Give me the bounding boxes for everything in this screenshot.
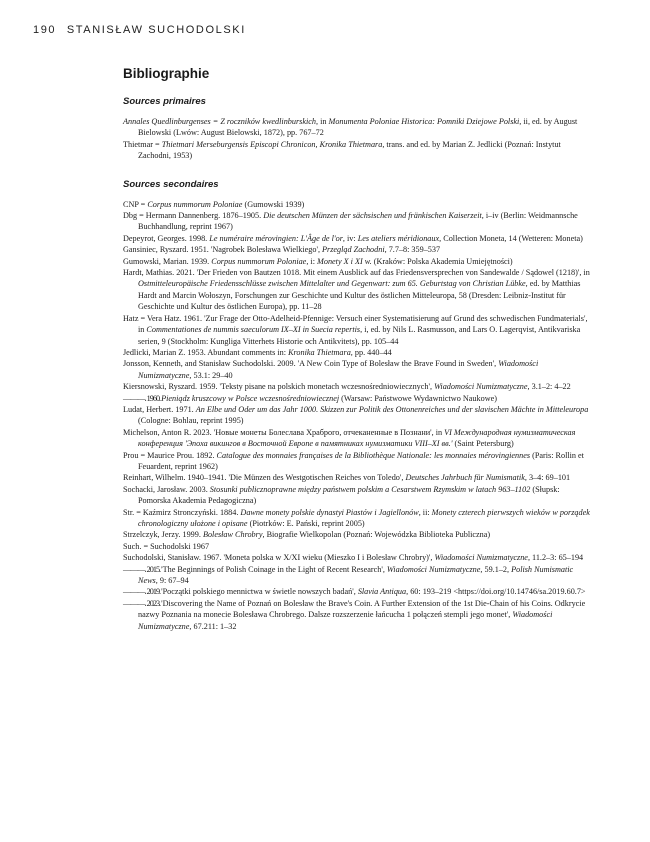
entry-text-segment: Depeyrot, Georges. 1998. bbox=[123, 233, 210, 243]
entry-title-segment: Ostmitteleuropäische Friedensschlüsse zwischen Mittelalter und Gegenwart: zum 65. Geburtstag von Christian Lübke bbox=[138, 279, 526, 289]
entry-text-segment: Thietmar = bbox=[123, 139, 162, 149]
page-number: 190 bbox=[33, 24, 57, 36]
section-heading-primary-sources: Sources primaires bbox=[123, 96, 206, 107]
bibliography-entry bbox=[123, 199, 591, 210]
entry-title-segment: VI Международная нумизматическая конференция 'Эпоха викингов в Восточной Европе в памятниках нумизматики VIII–XI вв.' bbox=[138, 427, 576, 449]
bibliography-entry bbox=[123, 472, 591, 483]
bibliography-entry bbox=[123, 586, 591, 597]
entry-text-segment: , i–iv (Berlin: Weidmannsche Buchhandlung, reprint 1967) bbox=[138, 211, 578, 232]
entry-text-segment: Sochacki, Jarosław. 2003. bbox=[123, 484, 210, 494]
entry-title-segment: Commentationes de nummis saeculorum IX–XI in Suecia repertis bbox=[146, 325, 361, 335]
entry-text-segment: , iv: bbox=[342, 233, 358, 243]
entry-text-segment: Such. = Suchodolski 1967 bbox=[123, 541, 210, 551]
entry-text-segment: , i: bbox=[306, 256, 318, 266]
bibliography-entry bbox=[123, 139, 591, 162]
entry-text-segment: ———. 2019. bbox=[123, 587, 162, 597]
bibliography-entry bbox=[123, 564, 591, 587]
entry-title-segment: Bolesław Chrobry bbox=[202, 530, 263, 540]
entry-text-segment: , pp. 440–44 bbox=[350, 347, 392, 357]
entry-text-segment: (Gumowski 1939) bbox=[242, 199, 305, 209]
entry-title-segment: Pieniądz kruszcowy w Polsce wczesnośredniowiecznej bbox=[161, 393, 340, 403]
bibliography-entry bbox=[123, 529, 591, 540]
bibliography-content bbox=[123, 66, 591, 632]
entry-title-segment: Wiadomości Numizmatyczne bbox=[434, 382, 528, 392]
entry-text-segment: Reinhart, Wilhelm. 1940–1941. 'Die Münzen des Westgotischen Reiches von Toledo', bbox=[123, 473, 406, 483]
entry-text-segment: 'The Beginnings of Polish Coinage in the Light of Recent Research', bbox=[161, 564, 387, 574]
entry-text-segment: Hatz = Vera Hatz. 1961. 'Zur Frage der Otto-Adelheid-Pfennige: Versuch einer Systematisierung auf Grund des schwedischen Fundmaterials', in bbox=[123, 313, 588, 335]
entry-text-segment: (Warsaw: Państwowe Wydawnictwo Naukowe) bbox=[339, 393, 497, 403]
entry-text-segment: (Cologne: Bohlau, reprint 1995) bbox=[138, 416, 244, 426]
entry-text-segment: , 9: 67–94 bbox=[155, 576, 189, 586]
entry-title-segment: Polish Numismatic News bbox=[138, 564, 574, 586]
bibliography-entry bbox=[123, 313, 591, 347]
page-title: Bibliographie bbox=[123, 66, 210, 81]
bibliography-entry bbox=[123, 427, 591, 450]
entry-text-segment: 'Discovering the Name of Poznań on Bolesław the Brave's Coin. A Further Extension of the 1st Die-Chain of his Coins. Odkrycie nazwy Poznania na monecie Bolesława Chrobrego. Dalsze rozszerzenie łańcucha 1 połączeń stempli jego monet', bbox=[138, 598, 586, 620]
entry-title-segment: Les ateliers méridionaux bbox=[357, 233, 440, 243]
entry-text-segment: 'Początki polskiego mennictwa w świetle nowszych badań', bbox=[161, 587, 358, 597]
section-heading-secondary-sources: Sources secondaires bbox=[123, 178, 219, 190]
entry-text-segment: , Collection Moneta, 14 (Wetteren: Moneta) bbox=[439, 233, 583, 243]
entry-text-segment: , 67.211: 1–32 bbox=[189, 621, 237, 631]
entry-text-segment: , 3–4: 69–101 bbox=[524, 473, 571, 483]
entry-text-segment: Dbg = Hermann Dannenberg. 1876–1905. bbox=[123, 211, 264, 221]
running-head bbox=[33, 24, 246, 36]
entry-text-segment: , in bbox=[315, 117, 329, 126]
entry-text-segment: Jedlicki, Marian Z. 1953. Abundant comments in: bbox=[123, 347, 289, 357]
entry-text-segment: (Piotrków: E. Pański, reprint 2005) bbox=[247, 519, 365, 528]
entry-text-segment: ———. 1960. bbox=[123, 393, 162, 403]
bibliography-entry bbox=[123, 233, 591, 244]
entry-title-segment: Corpus nummorum Poloniae bbox=[147, 199, 243, 209]
entry-title-segment: Die deutschen Münzen der sächsischen und fränkischen Kaiserzeit bbox=[263, 211, 482, 221]
bibliography-entry bbox=[123, 393, 591, 404]
entry-text-segment: Ludat, Herbert. 1971. bbox=[123, 404, 196, 414]
entry-text-segment: Hardt, Mathias. 2021. 'Der Frieden von Bautzen 1018. Mit einem Ausblick auf das Friedensversprechen von Sandewalde / Sądowel (1218)', in bbox=[123, 268, 590, 278]
bibliography-entry bbox=[123, 450, 591, 473]
entry-text-segment: CNP = bbox=[123, 199, 148, 209]
entry-title-segment: Monety czterech pierwszych wieków w porządek chronologiczny ułożone i opisane bbox=[138, 507, 590, 528]
bibliography-entry bbox=[123, 484, 591, 507]
entry-text-segment: , ii: bbox=[418, 507, 432, 517]
entry-text-segment: Suchodolski, Stanisław. 1967. 'Moneta polska w X/XI wieku (Mieszko I i Bolesław Chrobry)', bbox=[123, 553, 435, 563]
entry-text-segment: Michelson, Anton R. 2023. 'Новые монеты Болеслава Храброго, отчеканенные в Познани', in bbox=[123, 427, 445, 437]
entry-title-segment: Wiadomości Numizmatyczne bbox=[434, 553, 528, 563]
bibliography-entry bbox=[123, 210, 591, 233]
bibliography-entry bbox=[123, 267, 591, 313]
running-head-author: STANISŁAW SUCHODOLSKI bbox=[66, 24, 246, 36]
entry-text-segment: ———. 2023. bbox=[123, 598, 162, 608]
secondary-sources-list bbox=[123, 199, 591, 632]
bibliography-entry bbox=[123, 507, 591, 530]
entry-title-segment: Annales Quedlinburgenses = Z roczników kwedlinburskich bbox=[123, 117, 316, 126]
entry-title-segment: Corpus nummorum Poloniae bbox=[211, 256, 307, 266]
entry-text-segment: , i, ed. by Nils L. Rasmusson, and Lars O. Lagerqvist, Antikvariska serien, 9 (Stockholm: Kungliga Vitterhets Historie och Antikvitets), pp. 105–44 bbox=[138, 325, 581, 346]
bibliography-entry bbox=[123, 552, 591, 563]
entry-text-segment: , Biografie Wielkopolan (Poznań: Wojewódzka Biblioteka Publiczna) bbox=[262, 530, 491, 540]
entry-text-segment: (Saint Petersburg) bbox=[452, 439, 514, 449]
entry-title-segment: Deutsches Jahrbuch für Numismatik bbox=[405, 473, 525, 483]
entry-text-segment: , 11.2–3: 65–194 bbox=[527, 553, 584, 563]
entry-text-segment: , 7.7–8: 359–537 bbox=[384, 245, 441, 255]
entry-text-segment: , 60: 193–219 <https://doi.org/10.14746/sa.2019.60.7> bbox=[406, 587, 586, 597]
entry-text-segment: , trans. and ed. by Marian Z. Jedlicki (Poznań: Instytut Zachodni, 1953) bbox=[138, 139, 561, 161]
entry-text-segment: , 3.1–2: 4–22 bbox=[527, 382, 571, 392]
entry-title-segment: Catalogue des monnaies françaises de la Bibliothèque Nationale: les monnaies mérovingiennes bbox=[216, 450, 531, 460]
entry-text-segment: (Kraków: Polska Akademia Umiejętności) bbox=[371, 256, 513, 266]
entry-title-segment: An Elbe und Oder um das Jahr 1000. Skizzen zur Politik des Ottonenreiches und der slavischen Mächte in Mitteleuropa bbox=[195, 404, 589, 414]
bibliography-entry bbox=[123, 256, 591, 267]
entry-text-segment: Strzelczyk, Jerzy. 1999. bbox=[123, 530, 203, 540]
entry-text-segment: (Słupsk: Pomorska Akademia Pedagogiczna) bbox=[138, 484, 560, 506]
entry-text-segment: Kiersnowski, Ryszard. 1959. 'Teksty pisane na polskich monetach wczesnośredniowiecznych', bbox=[123, 382, 435, 392]
entry-text-segment: Str. = Kaźmirz Stronczyński. 1884. bbox=[123, 507, 241, 517]
entry-text-segment: , 53.1: 29–40 bbox=[189, 370, 233, 380]
bibliography-entry bbox=[123, 598, 591, 632]
bibliography-entry bbox=[123, 381, 591, 392]
entry-title-segment: Slavia Antiqua bbox=[357, 587, 407, 597]
entry-title-segment: Stosunki publicznoprawne między państwem polskim a Cesarstwem Rzymskim w latach 963–1102 bbox=[209, 484, 531, 494]
entry-title-segment: Dawne monety polskie dynastyi Piastów i Jagiellonów bbox=[240, 507, 419, 517]
entry-title-segment: Le numéraire mérovingien: L'Âge de l'or bbox=[209, 233, 343, 243]
entry-title-segment: Wiadomości Numizmatyczne bbox=[138, 359, 539, 380]
entry-text-segment: , 59.1–2, bbox=[480, 564, 512, 574]
bibliography-entry bbox=[123, 404, 591, 427]
entry-text-segment: (Paris: Rollin et Feuardent, reprint 1962) bbox=[138, 450, 584, 471]
entry-title-segment: Monumenta Poloniae Historica: Pomniki Dziejowe Polski bbox=[328, 117, 520, 126]
bibliography-entry bbox=[123, 541, 591, 552]
bibliography-entry bbox=[123, 116, 591, 139]
entry-text-segment: Gumowski, Marian. 1939. bbox=[123, 256, 212, 266]
entry-title-segment: Monety X i XI w. bbox=[317, 256, 372, 266]
entry-text-segment: Jonsson, Kenneth, and Stanisław Suchodolski. 2009. 'A New Coin Type of Bolesław the Brave Found in Sweden', bbox=[123, 359, 499, 369]
bibliography-entry bbox=[123, 347, 591, 358]
entry-text-segment: , ed. by Matthias Hardt and Marcin Wołoszyn, Forschungen zur Geschichte und Kultur des östlichen Mitteleuropa, 58 (Dresden: Leibniz-Institut für Geschichte und Kultur des östlichen Europa), pp. 11–28 bbox=[138, 279, 581, 312]
entry-text-segment: , ii, ed. by August Bielowski (Lwów: August Bielowski, 1872), pp. 767–72 bbox=[138, 117, 578, 138]
entry-text-segment: Gansiniec, Ryszard. 1951. 'Nagrobek Bolesława Wielkiego', bbox=[123, 245, 323, 255]
entry-title-segment: Thietmari Merseburgensis Episcopi Chronicon, Kronika Thietmara bbox=[161, 139, 383, 149]
entry-title-segment: Kronika Thietmara bbox=[288, 347, 351, 357]
entry-title-segment: Wiadomości Numizmatyczne bbox=[138, 610, 553, 631]
entry-title-segment: Wiadomości Numizmatyczne bbox=[386, 564, 481, 574]
bibliography-entry bbox=[123, 244, 591, 255]
entry-text-segment: ———. 2015. bbox=[123, 564, 162, 574]
bibliography-entry bbox=[123, 358, 591, 381]
entry-text-segment: Prou = Maurice Prou. 1892. bbox=[123, 450, 217, 460]
entry-title-segment: Przegląd Zachodni bbox=[322, 245, 385, 255]
primary-sources-list bbox=[123, 116, 591, 162]
